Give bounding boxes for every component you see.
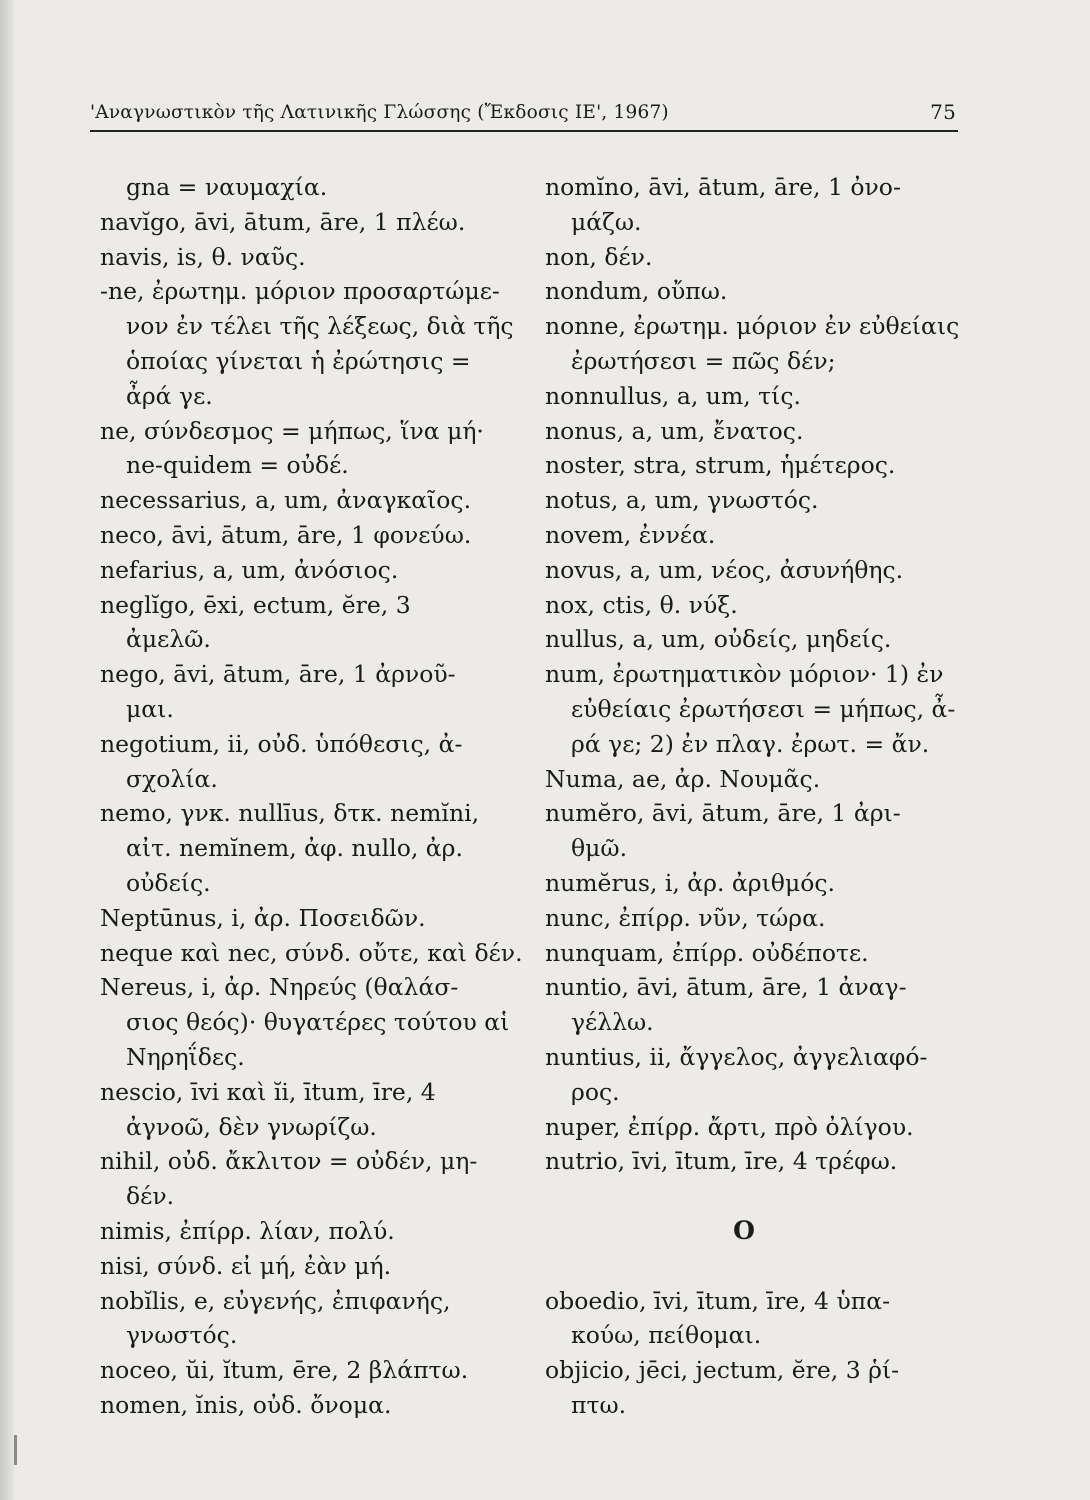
entry-continuation-line: νον ἐν τέλει τῆς λέξεως, διὰ τῆς [126, 312, 514, 341]
dictionary-entry-line: nunquam, ἐπίρρ. οὐδέποτε. [545, 938, 869, 967]
dictionary-entry-line: numĕro, āvi, ātum, āre, 1 ἀρι- [545, 799, 901, 828]
dictionary-entry-line: nonus, a, um, ἔνατος. [545, 416, 804, 445]
entry-continuation-line: ἐρωτήσεσι = πῶς δέν; [571, 346, 836, 375]
right-column-entries [545, 170, 963, 1179]
dictionary-entry-line: navĭgo, āvi, ātum, āre, 1 πλέω. [100, 207, 466, 236]
dictionary-entry-line: nullus, a, um, οὐδείς, μηδείς. [545, 625, 892, 654]
dictionary-entry-line: noster, stra, strum, ἡμέτερος. [545, 451, 896, 480]
dictionary-entry-line: num, ἐρωτηματικὸν μόριον· 1) ἐν [545, 660, 944, 689]
right-column [545, 170, 963, 1423]
entry-continuation-line: μάζω. [571, 207, 642, 236]
dictionary-entry-line: necessarius, a, um, ἀναγκαῖος. [100, 486, 472, 515]
entry-continuation-line: ἀμελῶ. [126, 625, 211, 654]
left-column [100, 170, 523, 1423]
dictionary-entry-line: nescio, īvi καὶ ĭi, ītum, īre, 4 [100, 1077, 436, 1106]
dictionary-entry-line: nuntius, ii, ἄγγελος, ἀγγελιαφό- [545, 1042, 928, 1071]
page-number: 75 [930, 100, 956, 124]
dictionary-entry-line: oboedio, īvi, ītum, īre, 4 ὑπα- [545, 1286, 891, 1315]
dictionary-entry-line: neco, āvi, ātum, āre, 1 φονεύω. [100, 520, 472, 549]
page-edge [0, 0, 14, 1500]
dictionary-entry-line: non, δέν. [545, 242, 653, 271]
dictionary-entry-line: nunc, ἐπίρρ. νῦν, τώρα. [545, 903, 826, 932]
entry-continuation-line: πτω. [571, 1390, 627, 1419]
entry-continuation-line: σιος θεός)· θυγατέρες τούτου αἱ [126, 1008, 510, 1037]
dictionary-entry-line: noceo, ŭi, ĭtum, ēre, 2 βλάπτω. [100, 1356, 469, 1385]
dictionary-entry-line: Nereus, i, ἀρ. Νηρεύς (θαλάσ- [100, 973, 459, 1002]
dictionary-entry-line: nihil, οὐδ. ἄκλιτον = οὐδέν, μη- [100, 1147, 478, 1176]
entry-continuation-line: γέλλω. [571, 1008, 654, 1037]
dictionary-entry-line: nonnullus, a, um, τίς. [545, 381, 802, 410]
dictionary-entry-line: Numa, ae, ἀρ. Νουμᾶς. [545, 764, 821, 793]
dictionary-entry-line: nox, ctis, θ. νύξ. [545, 590, 738, 619]
entry-continuation-line: εὐθείαις ἐρωτήσεσι = μήπως, ἆ- [571, 694, 956, 723]
section-letter-heading: O [733, 1215, 755, 1245]
dictionary-entry-line: negotium, ii, οὐδ. ὑπόθεσις, ἀ- [100, 729, 463, 758]
entry-continuation-line: μαι. [126, 694, 174, 723]
entry-continuation-line: ρος. [571, 1077, 620, 1106]
dictionary-entry-line: nutrio, īvi, ītum, īre, 4 τρέφω. [545, 1147, 898, 1176]
dictionary-entry-line: nonne, ἐρωτημ. μόριον ἐν εὐθείαις [545, 312, 960, 341]
binding-mark [14, 1435, 17, 1465]
entry-continuation-line: θμῶ. [571, 834, 628, 863]
dictionary-entry-line: nisi, σύνδ. εἰ μή, ἐὰν μή. [100, 1251, 392, 1280]
dictionary-entry-line: navis, is, θ. ναῦς. [100, 242, 306, 271]
dictionary-entry-line: nuper, ἐπίρρ. ἄρτι, πρὸ ὀλίγου. [545, 1112, 914, 1141]
dictionary-entry-line: novem, ἐννέα. [545, 520, 716, 549]
dictionary-entry-line: neglĭgo, ēxi, ectum, ĕre, 3 [100, 590, 411, 619]
entry-continuation-line: δέν. [126, 1182, 175, 1211]
entry-continuation-line: Νηρηΐδες. [126, 1042, 245, 1071]
dictionary-entry-line: nego, āvi, ātum, āre, 1 ἀρνοῦ- [100, 660, 456, 689]
dictionary-entry-line: neque καὶ nec, σύνδ. οὔτε, καὶ δέν. [100, 938, 523, 967]
entry-continuation-line: ἀγνοῶ, δὲν γνωρίζω. [126, 1112, 377, 1141]
entry-continuation-line: γνωστός. [126, 1321, 238, 1350]
dictionary-entry-line: nefarius, a, um, ἀνόσιος. [100, 555, 399, 584]
entry-continuation-line: κούω, πείθομαι. [571, 1321, 762, 1350]
dictionary-entry-line: Neptūnus, i, ἀρ. Ποσειδῶν. [100, 903, 426, 932]
entry-continuation-line: ὁποίας γίνεται ἡ ἐρώτησις = [126, 346, 471, 375]
dictionary-entry-line: nomen, ĭnis, οὐδ. ὄνομα. [100, 1390, 392, 1419]
dictionary-entry-line: -ne, ἐρωτημ. μόριον προσαρτώμε- [100, 277, 500, 306]
running-head [90, 98, 958, 132]
entry-continuation-line: gna = ναυμαχία. [126, 173, 328, 201]
entry-continuation-line: αἰτ. nemĭnem, ἀφ. nullo, ἀρ. [126, 834, 463, 863]
dictionary-entry-line: objicio, jēci, jectum, ĕre, 3 ῥί- [545, 1356, 900, 1385]
entry-continuation-line: ἆρά γε. [126, 381, 213, 410]
dictionary-entry-line: numĕrus, i, ἀρ. ἀριθμός. [545, 868, 836, 897]
dictionary-entry-line: nobĭlis, e, εὐγενής, ἐπιφανής, [100, 1286, 451, 1315]
dictionary-entry-line: nemo, γνκ. nullīus, δτκ. nemĭni, [100, 799, 480, 828]
entry-continuation-line: ne-quidem = οὐδέ. [126, 451, 349, 480]
dictionary-entry-line: ne, σύνδεσμος = μήπως, ἵνα μή· [100, 416, 484, 445]
dictionary-entry-line: notus, a, um, γνωστός. [545, 486, 819, 515]
dictionary-entry-line: nuntio, āvi, ātum, āre, 1 ἀναγ- [545, 973, 907, 1002]
dictionary-entry-line: nomĭno, āvi, ātum, āre, 1 ὀνο- [545, 173, 901, 201]
entry-continuation-line: σχολία. [126, 764, 218, 793]
running-title: 'Αναγνωστικὸν τῆς Λατινικῆς Γλώσσης (Ἔκδοσις ΙΕ', 1967) [90, 102, 669, 123]
entry-continuation-line: οὐδείς. [126, 868, 211, 897]
dictionary-entry-line: nondum, οὔπω. [545, 277, 728, 306]
right-column-entries-after [545, 1284, 963, 1423]
entry-continuation-line: ρά γε; 2) ἐν πλαγ. ἐρωτ. = ἄν. [571, 729, 930, 758]
dictionary-entry-line: nimis, ἐπίρρ. λίαν, πολύ. [100, 1216, 395, 1245]
dictionary-entry-line: novus, a, um, νέος, ἀσυνήθης. [545, 555, 904, 584]
